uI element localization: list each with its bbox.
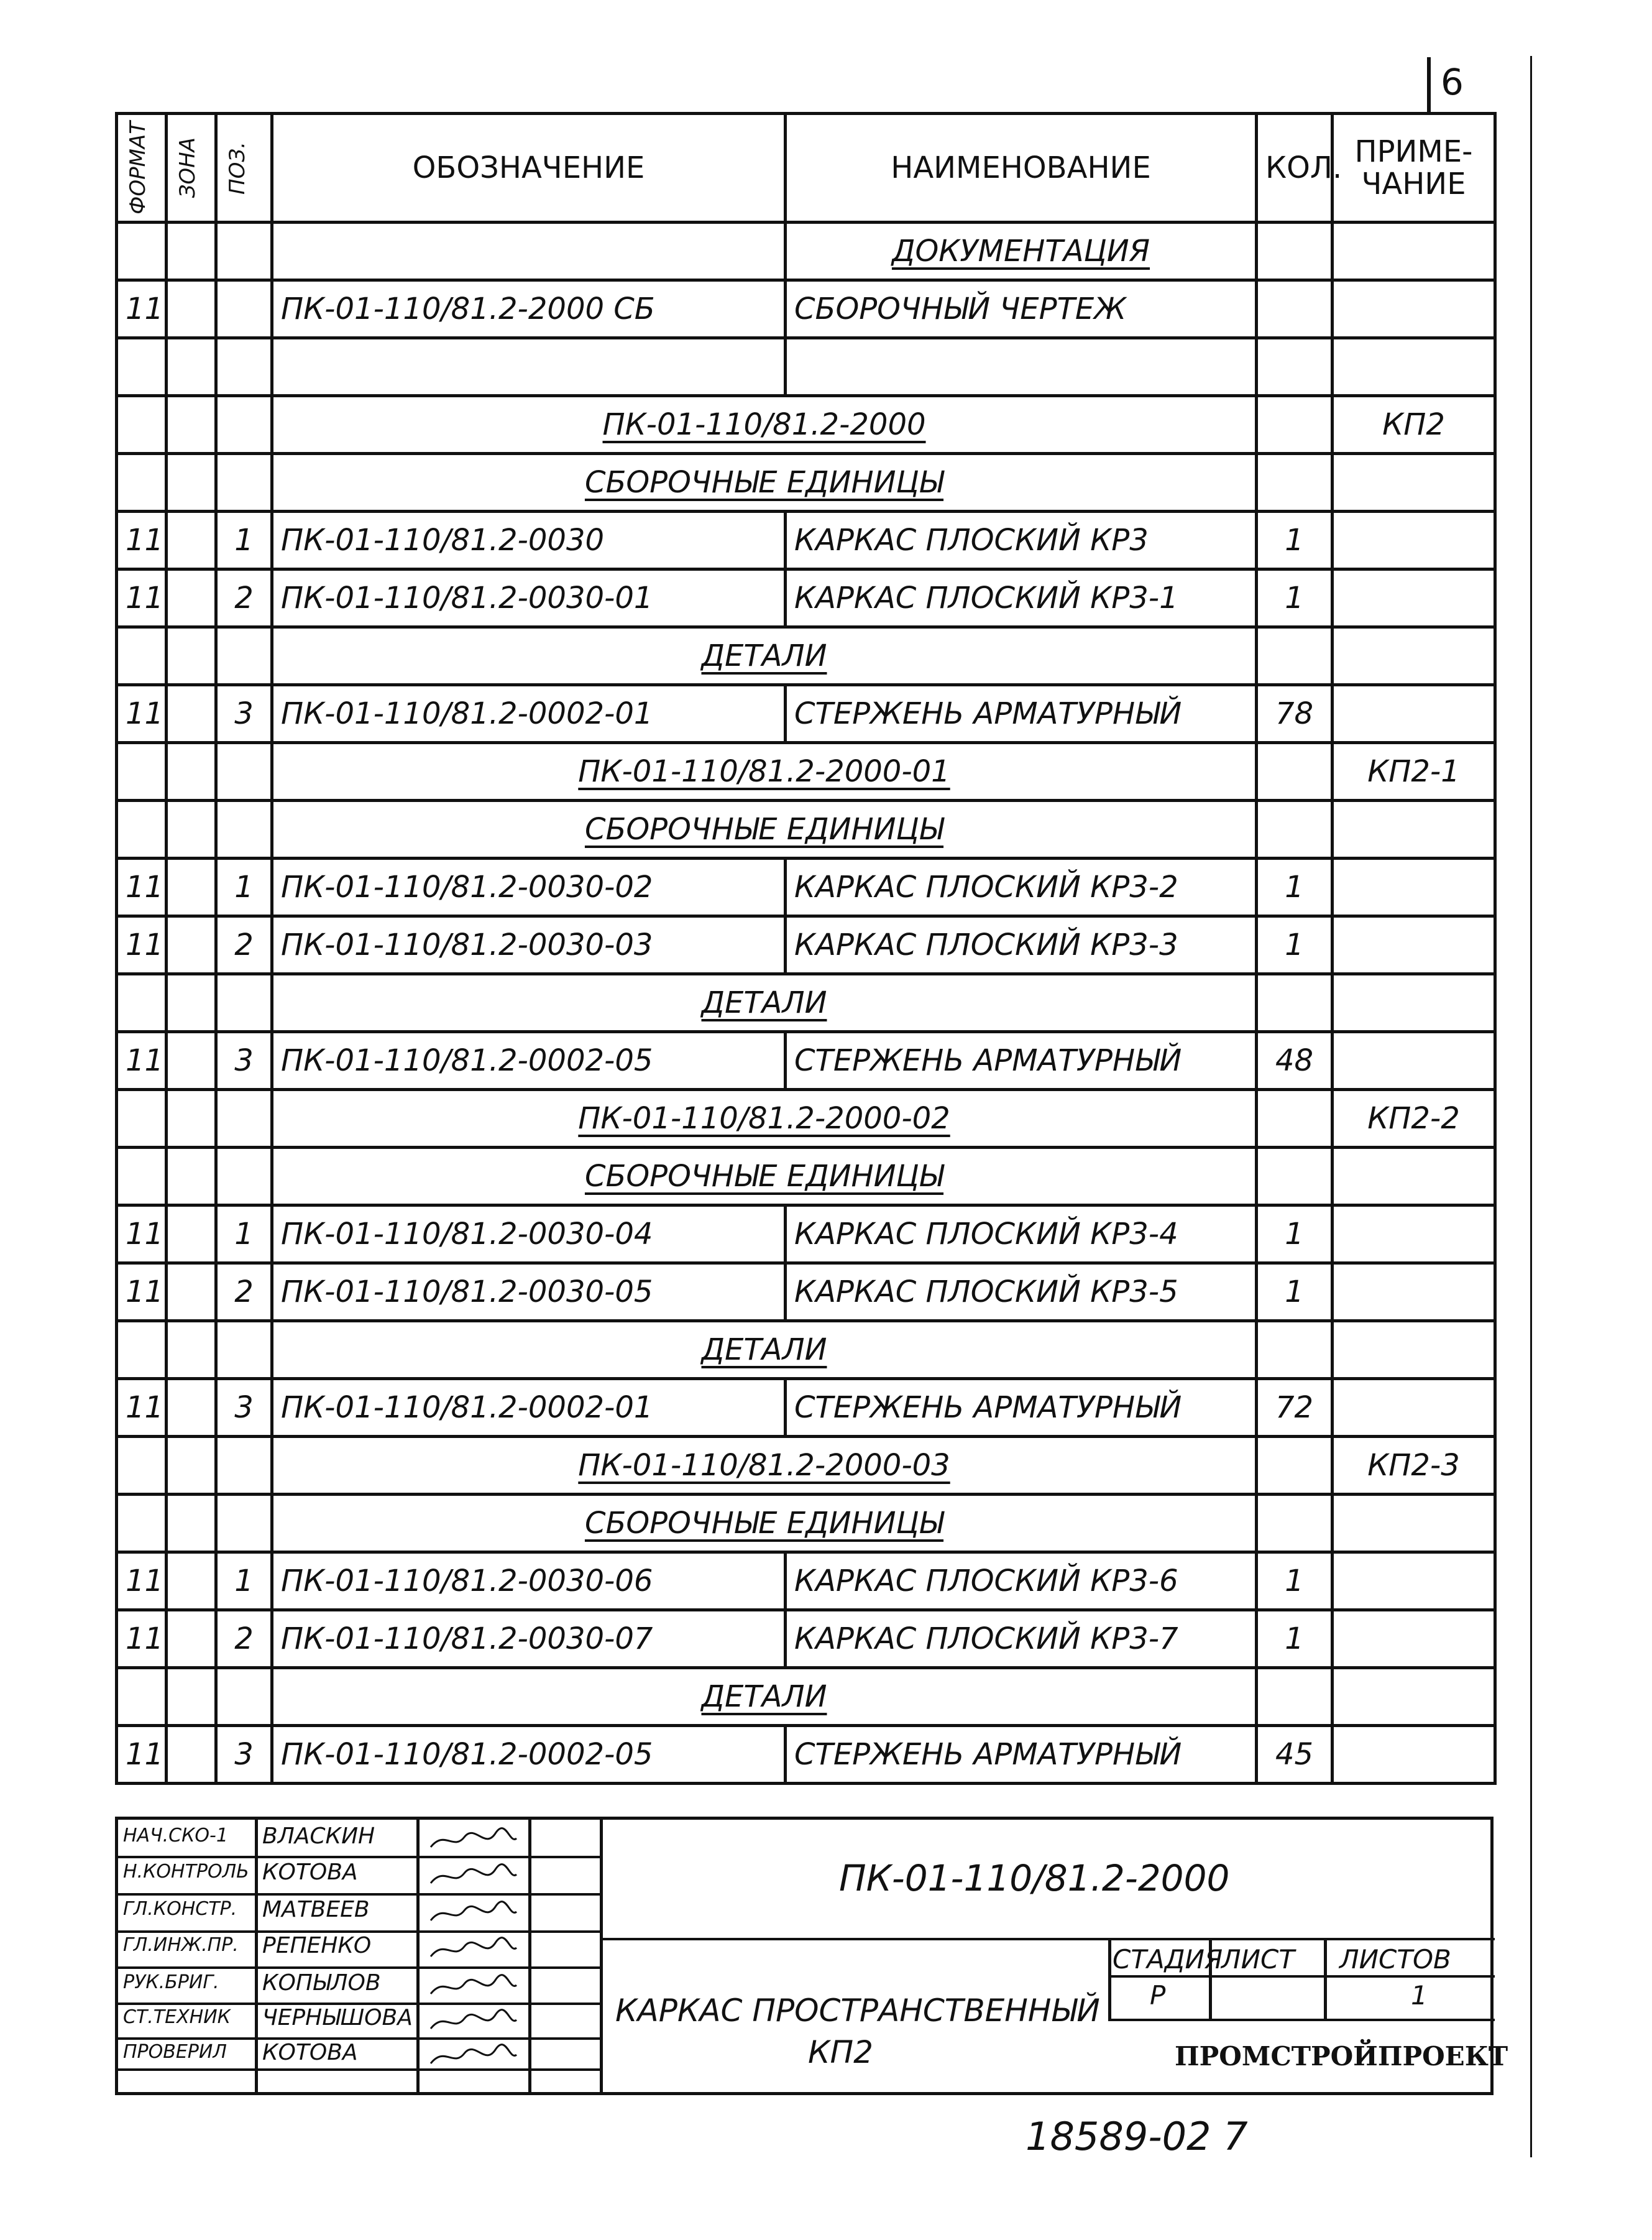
margin-line — [1530, 56, 1532, 2157]
pos-cell: 2 — [216, 569, 272, 627]
tb-row-line — [118, 1856, 600, 1858]
page-number-divider — [1427, 57, 1431, 113]
note-cell — [1333, 1726, 1495, 1784]
pos-cell — [216, 1437, 272, 1495]
format-cell — [117, 223, 167, 280]
section-row — [117, 223, 1495, 280]
note-cell: КП2-2 — [1333, 1090, 1495, 1148]
note-cell — [1333, 569, 1495, 627]
qty-cell — [1257, 1321, 1333, 1379]
title-block — [115, 1817, 1508, 2095]
pos-cell: 2 — [216, 916, 272, 974]
pos-cell — [216, 1090, 272, 1148]
section-heading-text: СБОРОЧНЫЕ ЕДИНИЦЫ — [584, 812, 944, 847]
qty-cell: 1 — [1257, 1610, 1333, 1668]
format-cell — [117, 627, 167, 685]
name-cell: СБОРОЧНЫЙ ЧЕРТЕЖ — [786, 280, 1257, 338]
designation-cell — [272, 223, 786, 280]
designation-cell: ПК-01-110/81.2-0030-03 — [272, 916, 786, 974]
format-cell — [117, 1437, 167, 1495]
pos-cell: 3 — [216, 1032, 272, 1090]
signature-icon — [426, 1826, 519, 1855]
name-cell: СТЕРЖЕНЬ АРМАТУРНЫЙ — [786, 1726, 1257, 1784]
zone-cell — [167, 916, 216, 974]
name-cell: КАРКАС ПЛОСКИЙ КР3-5 — [786, 1263, 1257, 1321]
note-cell — [1333, 974, 1495, 1032]
format-cell: 11 — [117, 1552, 167, 1610]
tb-row-line — [600, 1938, 1495, 1940]
section-heading — [272, 1148, 1257, 1205]
empty-row — [117, 338, 1495, 396]
designation-cell: ПК-01-110/81.2-0002-01 — [272, 1379, 786, 1437]
format-cell — [117, 743, 167, 801]
zone-cell — [167, 396, 216, 454]
section-heading — [272, 1090, 1257, 1148]
qty-cell — [1257, 974, 1333, 1032]
role-label: ГЛ.ИНЖ.ПР. — [123, 1934, 239, 1956]
pos-cell — [216, 743, 272, 801]
product-name: КАРКАС ПРОСТРАНСТВЕННЫЙ — [615, 1993, 1100, 2029]
pos-cell: 3 — [216, 685, 272, 743]
tb-divider — [255, 1820, 258, 2095]
note-cell — [1333, 859, 1495, 916]
section-heading-text: ДЕТАЛИ — [701, 1332, 827, 1367]
section-heading-text: СБОРОЧНЫЕ ЕДИНИЦЫ — [584, 1506, 944, 1541]
section-heading-text: ДОКУМЕНТАЦИЯ — [891, 234, 1150, 269]
zone-cell — [167, 859, 216, 916]
pos-cell — [216, 280, 272, 338]
name-cell: СТЕРЖЕНЬ АРМАТУРНЫЙ — [786, 685, 1257, 743]
section-heading-text: ПК-01-110/81.2-2000-02 — [578, 1101, 950, 1136]
table-header — [117, 114, 1495, 223]
note-cell — [1333, 1379, 1495, 1437]
section-heading — [272, 801, 1257, 859]
name-cell: КАРКАС ПЛОСКИЙ КР3-4 — [786, 1205, 1257, 1263]
note-cell — [1333, 512, 1495, 569]
section-heading-text: СБОРОЧНЫЕ ЕДИНИЦЫ — [584, 465, 944, 500]
role-label: ГЛ.КОНСТР. — [123, 1898, 237, 1920]
zone-cell — [167, 627, 216, 685]
format-cell: 11 — [117, 569, 167, 627]
table-row — [117, 512, 1495, 569]
format-cell — [117, 396, 167, 454]
format-cell — [117, 1668, 167, 1726]
signature-icon — [426, 1862, 519, 1891]
pos-cell — [216, 1321, 272, 1379]
pos-cell — [216, 396, 272, 454]
zone-cell — [167, 1495, 216, 1552]
format-cell: 11 — [117, 1205, 167, 1263]
note-cell: КП2-3 — [1333, 1437, 1495, 1495]
format-cell: 11 — [117, 1379, 167, 1437]
tb-divider — [1324, 1938, 1327, 2019]
sheets-label: ЛИСТОВ — [1339, 1944, 1451, 1975]
header-zone: ЗОНА — [175, 137, 200, 198]
tb-row-line — [1108, 1975, 1495, 1978]
note-cell: КП2-1 — [1333, 743, 1495, 801]
name-cell: СТЕРЖЕНЬ АРМАТУРНЫЙ — [786, 1032, 1257, 1090]
qty-cell: 78 — [1257, 685, 1333, 743]
qty-cell — [1257, 1668, 1333, 1726]
zone-cell — [167, 1032, 216, 1090]
section-row — [117, 1495, 1495, 1552]
table-row — [117, 1726, 1495, 1784]
zone-cell — [167, 801, 216, 859]
qty-cell: 1 — [1257, 916, 1333, 974]
stage-value: Р — [1150, 1980, 1166, 2011]
designation-cell: ПК-01-110/81.2-0030-05 — [272, 1263, 786, 1321]
format-cell: 11 — [117, 280, 167, 338]
section-heading — [272, 1321, 1257, 1379]
zone-cell — [167, 974, 216, 1032]
designation-cell: ПК-01-110/81.2-0002-01 — [272, 685, 786, 743]
tb-row-line — [118, 1966, 600, 1969]
table-row — [117, 569, 1495, 627]
qty-cell — [1257, 1495, 1333, 1552]
zone-cell — [167, 1610, 216, 1668]
signature-icon — [426, 2007, 519, 2036]
section-row — [117, 627, 1495, 685]
pos-cell: 3 — [216, 1379, 272, 1437]
note-cell: КП2 — [1333, 396, 1495, 454]
zone-cell — [167, 512, 216, 569]
header-name: НАИМЕНОВАНИЕ — [786, 114, 1257, 223]
section-heading — [786, 223, 1257, 280]
header-note: ПРИМЕ- ЧАНИЕ — [1333, 114, 1495, 223]
qty-cell — [1257, 1148, 1333, 1205]
note-cell — [1333, 1205, 1495, 1263]
table-row — [117, 685, 1495, 743]
table-row — [117, 859, 1495, 916]
section-row — [117, 801, 1495, 859]
section-row — [117, 1090, 1495, 1148]
section-row — [117, 1668, 1495, 1726]
pos-cell: 2 — [216, 1610, 272, 1668]
pos-cell — [216, 1668, 272, 1726]
zone-cell — [167, 1090, 216, 1148]
qty-cell: 1 — [1257, 512, 1333, 569]
format-cell — [117, 1090, 167, 1148]
zone-cell — [167, 743, 216, 801]
stage-label: СТАДИЯ — [1113, 1944, 1223, 1975]
pos-cell — [216, 801, 272, 859]
header-designation: ОБОЗНАЧЕНИЕ — [272, 114, 786, 223]
note-cell — [1333, 801, 1495, 859]
header-qty: КОЛ. — [1257, 114, 1333, 223]
section-heading-text: ПК-01-110/81.2-2000 — [602, 407, 926, 442]
role-label: НАЧ.СКО-1 — [123, 1825, 228, 1846]
pos-cell — [216, 1495, 272, 1552]
qty-cell — [1257, 801, 1333, 859]
section-row — [117, 1321, 1495, 1379]
archive-number: 18589-02 7 — [1026, 2114, 1248, 2159]
section-heading-text: ДЕТАЛИ — [701, 985, 827, 1020]
designation-cell: ПК-01-110/81.2-0030 — [272, 512, 786, 569]
table-row — [117, 916, 1495, 974]
pos-cell — [216, 627, 272, 685]
person-name: РЕПЕНКО — [262, 1933, 372, 1958]
zone-cell — [167, 1379, 216, 1437]
name-cell: КАРКАС ПЛОСКИЙ КР3-2 — [786, 859, 1257, 916]
name-cell: КАРКАС ПЛОСКИЙ КР3-7 — [786, 1610, 1257, 1668]
tb-divider — [528, 1820, 531, 2095]
header-format: ФОРМАТ — [126, 121, 150, 214]
pos-cell — [216, 974, 272, 1032]
name-cell: КАРКАС ПЛОСКИЙ КР3-3 — [786, 916, 1257, 974]
role-label: СТ.ТЕХНИК — [123, 2006, 231, 2028]
designation-cell: ПК-01-110/81.2-0002-05 — [272, 1032, 786, 1090]
format-cell: 11 — [117, 1726, 167, 1784]
table-row — [117, 1610, 1495, 1668]
tb-row-line — [118, 2037, 600, 2040]
pos-cell: 1 — [216, 1205, 272, 1263]
sheet-label: ЛИСТ — [1221, 1944, 1295, 1975]
organization-name: ПРОМСТРОЙПРОЕКТ — [1175, 2041, 1508, 2072]
zone-cell — [167, 1437, 216, 1495]
designation-cell: ПК-01-110/81.2-0030-06 — [272, 1552, 786, 1610]
format-cell: 11 — [117, 1263, 167, 1321]
qty-cell — [1257, 396, 1333, 454]
note-cell — [1333, 1148, 1495, 1205]
qty-cell — [1257, 454, 1333, 512]
zone-cell — [167, 1263, 216, 1321]
name-cell: КАРКАС ПЛОСКИЙ КР3-1 — [786, 569, 1257, 627]
qty-cell: 72 — [1257, 1379, 1333, 1437]
note-cell — [1333, 916, 1495, 974]
zone-cell — [167, 1148, 216, 1205]
tb-row-line — [118, 1893, 600, 1896]
table-row — [117, 1552, 1495, 1610]
zone-cell — [167, 1552, 216, 1610]
format-cell: 11 — [117, 1032, 167, 1090]
sheets-value: 1 — [1411, 1980, 1428, 2011]
section-heading — [272, 627, 1257, 685]
zone-cell — [167, 338, 216, 396]
qty-cell: 1 — [1257, 1205, 1333, 1263]
qty-cell — [1257, 338, 1333, 396]
section-row — [117, 974, 1495, 1032]
person-name: КОТОВА — [262, 1860, 358, 1885]
qty-cell: 1 — [1257, 1263, 1333, 1321]
section-row — [117, 1148, 1495, 1205]
tb-divider — [416, 1820, 420, 2095]
qty-cell — [1257, 280, 1333, 338]
note-cell — [1333, 280, 1495, 338]
role-label: ПРОВЕРИЛ — [123, 2041, 227, 2063]
specification-table — [115, 112, 1497, 1785]
format-cell: 11 — [117, 512, 167, 569]
qty-cell — [1257, 223, 1333, 280]
zone-cell — [167, 1205, 216, 1263]
zone-cell — [167, 1668, 216, 1726]
section-heading-text: СБОРОЧНЫЕ ЕДИНИЦЫ — [584, 1159, 944, 1194]
qty-cell — [1257, 1090, 1333, 1148]
section-heading — [272, 1495, 1257, 1552]
format-cell — [117, 801, 167, 859]
section-heading — [272, 1668, 1257, 1726]
person-name: ВЛАСКИН — [262, 1823, 375, 1849]
designation-cell: ПК-01-110/81.2-0030-07 — [272, 1610, 786, 1668]
name-cell: СТЕРЖЕНЬ АРМАТУРНЫЙ — [786, 1379, 1257, 1437]
signature-icon — [426, 1935, 519, 1964]
designation-cell: ПК-01-110/81.2-0030-01 — [272, 569, 786, 627]
section-heading — [272, 1437, 1257, 1495]
person-name: КОПЫЛОВ — [262, 1970, 381, 1996]
qty-cell — [1257, 627, 1333, 685]
format-cell: 11 — [117, 859, 167, 916]
qty-cell — [1257, 1437, 1333, 1495]
section-heading — [272, 454, 1257, 512]
person-name: МАТВЕЕВ — [262, 1897, 370, 1922]
format-cell: 11 — [117, 1610, 167, 1668]
table-row — [117, 1379, 1495, 1437]
product-code: КП2 — [808, 2034, 873, 2070]
pos-cell: 3 — [216, 1726, 272, 1784]
pos-cell: 1 — [216, 859, 272, 916]
format-cell — [117, 974, 167, 1032]
table-row — [117, 1032, 1495, 1090]
note-cell — [1333, 1668, 1495, 1726]
pos-cell: 2 — [216, 1263, 272, 1321]
note-cell — [1333, 1032, 1495, 1090]
tb-row-line — [1108, 2019, 1495, 2021]
note-cell — [1333, 1263, 1495, 1321]
zone-cell — [167, 280, 216, 338]
section-heading — [272, 974, 1257, 1032]
qty-cell: 45 — [1257, 1726, 1333, 1784]
qty-cell: 1 — [1257, 569, 1333, 627]
tb-row-line — [118, 2068, 600, 2071]
designation-cell — [272, 338, 786, 396]
page-number: 6 — [1441, 61, 1464, 103]
role-label: РУК.БРИГ. — [123, 1971, 219, 1993]
section-heading-text: ДЕТАЛИ — [701, 1679, 827, 1714]
section-heading-text: ПК-01-110/81.2-2000-03 — [578, 1448, 950, 1483]
qty-cell — [1257, 743, 1333, 801]
zone-cell — [167, 1321, 216, 1379]
format-cell — [117, 1321, 167, 1379]
person-name: ЧЕРНЫШОВА — [262, 2005, 413, 2030]
format-cell: 11 — [117, 685, 167, 743]
note-cell — [1333, 454, 1495, 512]
signature-icon — [426, 1899, 519, 1928]
format-cell — [117, 1495, 167, 1552]
signature-icon — [426, 2042, 519, 2071]
tb-divider — [1108, 1938, 1111, 2019]
doc-code: ПК-01-110/81.2-2000 — [839, 1857, 1230, 1899]
pos-cell — [216, 338, 272, 396]
pos-cell — [216, 223, 272, 280]
format-cell — [117, 1148, 167, 1205]
zone-cell — [167, 569, 216, 627]
person-name: КОТОВА — [262, 2040, 358, 2065]
section-row — [117, 454, 1495, 512]
name-cell: КАРКАС ПЛОСКИЙ КР3-6 — [786, 1552, 1257, 1610]
designation-cell: ПК-01-110/81.2-2000 СБ — [272, 280, 786, 338]
table-row — [117, 1205, 1495, 1263]
section-row — [117, 396, 1495, 454]
zone-cell — [167, 1726, 216, 1784]
role-label: Н.КОНТРОЛЬ — [123, 1861, 249, 1883]
note-cell — [1333, 338, 1495, 396]
designation-cell: ПК-01-110/81.2-0030-04 — [272, 1205, 786, 1263]
pos-cell — [216, 1148, 272, 1205]
pos-cell — [216, 454, 272, 512]
format-cell — [117, 454, 167, 512]
tb-divider — [600, 1820, 603, 2095]
note-cell — [1333, 685, 1495, 743]
note-cell — [1333, 1552, 1495, 1610]
section-heading-text: ПК-01-110/81.2-2000-01 — [578, 754, 950, 789]
zone-cell — [167, 685, 216, 743]
table-row — [117, 1263, 1495, 1321]
signature-icon — [426, 1973, 519, 2001]
zone-cell — [167, 223, 216, 280]
qty-cell: 48 — [1257, 1032, 1333, 1090]
designation-cell: ПК-01-110/81.2-0002-05 — [272, 1726, 786, 1784]
note-cell — [1333, 1321, 1495, 1379]
note-cell — [1333, 627, 1495, 685]
zone-cell — [167, 454, 216, 512]
header-pos: ПОЗ. — [225, 141, 250, 195]
pos-cell: 1 — [216, 512, 272, 569]
section-heading — [272, 743, 1257, 801]
format-cell: 11 — [117, 916, 167, 974]
section-row — [117, 743, 1495, 801]
name-cell — [786, 338, 1257, 396]
designation-cell: ПК-01-110/81.2-0030-02 — [272, 859, 786, 916]
qty-cell: 1 — [1257, 859, 1333, 916]
section-heading-text: ДЕТАЛИ — [701, 638, 827, 673]
note-cell — [1333, 1495, 1495, 1552]
qty-cell: 1 — [1257, 1552, 1333, 1610]
name-cell: КАРКАС ПЛОСКИЙ КР3 — [786, 512, 1257, 569]
section-row — [117, 1437, 1495, 1495]
note-cell — [1333, 1610, 1495, 1668]
section-heading — [272, 396, 1257, 454]
pos-cell: 1 — [216, 1552, 272, 1610]
format-cell — [117, 338, 167, 396]
table-row — [117, 280, 1495, 338]
note-cell — [1333, 223, 1495, 280]
